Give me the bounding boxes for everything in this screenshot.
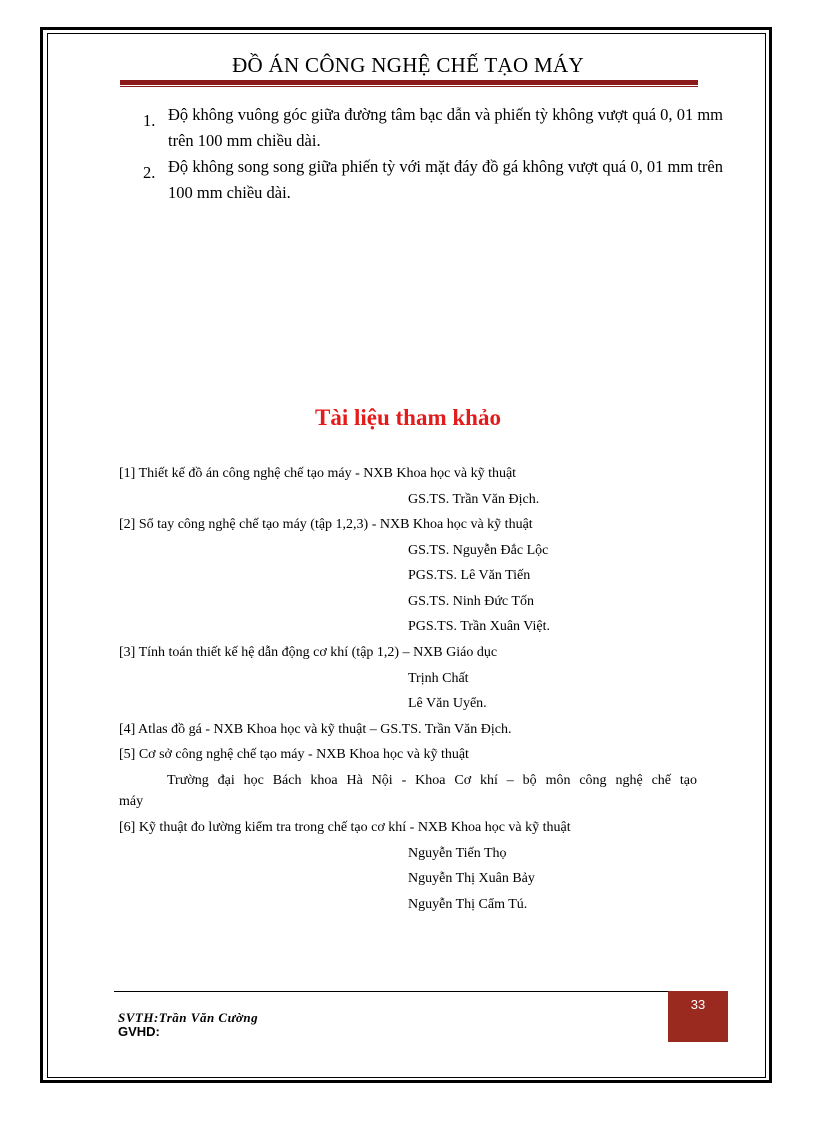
reference-author: GS.TS. Nguyễn Đắc Lộc bbox=[408, 543, 549, 558]
reference-author: GS.TS. Ninh Đức Tốn bbox=[408, 594, 534, 609]
reference-author: PGS.TS. Trần Xuân Việt. bbox=[408, 619, 551, 634]
reference-entry: [1] Thiết kế đồ án công nghệ chế tạo máy - NXB Khoa học và kỹ thuật bbox=[119, 466, 517, 481]
list-text: Độ không song song giữa phiến tỳ với mặt đáy đồ gá không vượt quá 0, 01 mm trên 100 mm chiều dài. bbox=[168, 157, 723, 202]
list-item bbox=[143, 102, 723, 154]
reference-author: PGS.TS. Lê Văn Tiến bbox=[408, 568, 531, 583]
header-title: ĐỒ ÁN CÔNG NGHỆ CHẾ TẠO MÁY bbox=[232, 53, 584, 77]
reference-entry: [5] Cơ sở công nghệ chế tạo máy - NXB Khoa học và kỹ thuật bbox=[119, 747, 469, 762]
reference-author: GS.TS. Trần Văn Địch. bbox=[408, 492, 540, 507]
list-text: Độ không vuông góc giữa đường tâm bạc dẫn và phiến tỳ không vượt quá 0, 01 mm trên 100 mm chiều dài. bbox=[168, 105, 723, 150]
reference-entry: [2] Sổ tay công nghệ chế tạo máy (tập 1,2,3) - NXB Khoa học và kỹ thuật bbox=[119, 517, 533, 532]
header-rule-thin bbox=[120, 86, 698, 87]
reference-author: máy bbox=[119, 794, 144, 809]
list-number: 2. bbox=[143, 163, 156, 182]
footer-rule bbox=[114, 991, 670, 992]
reference-author: Trường đại học Bách khoa Hà Nội - Khoa Cơ khí – bộ môn công nghệ chế tạo bbox=[167, 773, 697, 788]
reference-author: Nguyễn Tiến Thọ bbox=[408, 846, 507, 861]
footer-advisor: GVHD: bbox=[118, 1024, 160, 1039]
page-number: 33 bbox=[668, 991, 728, 1042]
list-item bbox=[143, 154, 723, 206]
reference-author: Trịnh Chất bbox=[408, 671, 469, 686]
reference-author: Lê Văn Uyển. bbox=[408, 696, 487, 711]
reference-entry: [4] Atlas đồ gá - NXB Khoa học và kỹ thuật – GS.TS. Trần Văn Địch. bbox=[119, 722, 512, 737]
list-number: 1. bbox=[143, 111, 156, 130]
reference-author: Nguyễn Thị Cẩm Tú. bbox=[408, 897, 528, 912]
reference-entry: [3] Tính toán thiết kế hệ dẫn động cơ khí (tập 1,2) – NXB Giáo dục bbox=[119, 645, 498, 660]
reference-author: Nguyễn Thị Xuân Bảy bbox=[408, 871, 535, 886]
references-title: Tài liệu tham khảo bbox=[315, 405, 501, 430]
header-rule bbox=[120, 80, 698, 85]
footer-student: SVTH:Trần Văn Cường bbox=[118, 1010, 259, 1025]
reference-entry: [6] Kỹ thuật đo lường kiểm tra trong chế tạo cơ khí - NXB Khoa học và kỹ thuật bbox=[119, 820, 571, 835]
